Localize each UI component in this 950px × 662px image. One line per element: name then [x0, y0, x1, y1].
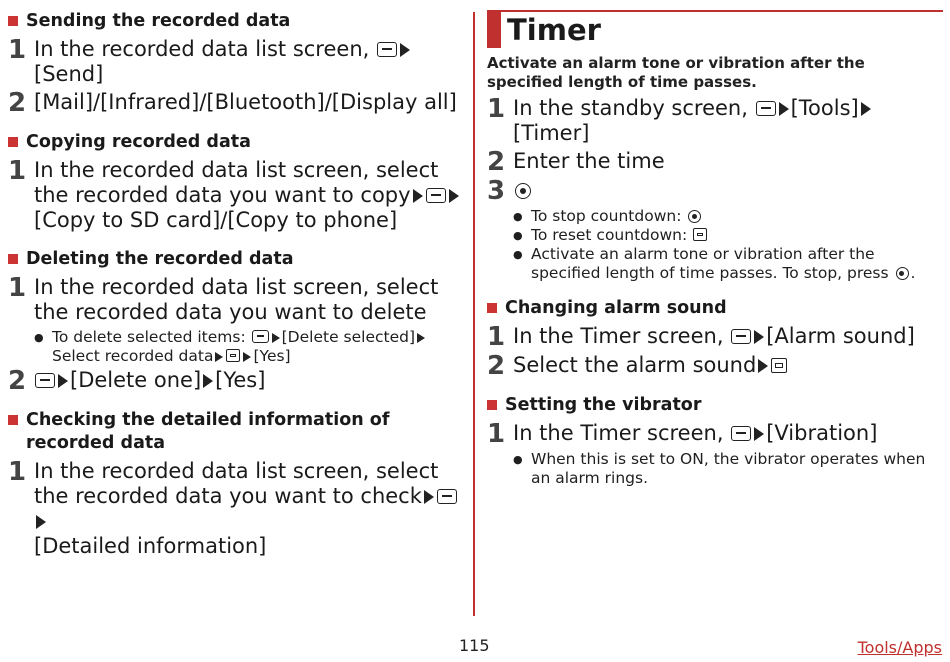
section-heading-vibrator: Setting the vibrator [487, 394, 943, 417]
heading-square-icon [487, 400, 497, 410]
step-number: 2 [8, 366, 27, 396]
section-heading-check: Checking the detailed information of recorded data [8, 409, 463, 455]
step-number: 1 [8, 35, 27, 65]
arrow-icon [272, 333, 280, 343]
menu-key-icon [756, 101, 776, 116]
menu-key-icon [35, 373, 55, 388]
arrow-icon [424, 490, 434, 504]
section-heading-delete: Deleting the recorded data [8, 248, 463, 271]
arrow-icon [779, 102, 789, 116]
arrow-icon [400, 43, 410, 57]
send-step-2: 2 [Mail]/[Infrared]/[Bluetooth]/[Display all] [8, 88, 457, 118]
arrow-icon [754, 330, 764, 344]
menu-key-icon [426, 188, 446, 203]
step-number: 1 [487, 419, 506, 449]
arrow-icon [758, 359, 768, 373]
soft-key-icon [771, 358, 787, 373]
arrow-icon [58, 374, 68, 388]
arrow-icon [449, 189, 459, 203]
step-number: 1 [8, 457, 27, 487]
arrow-icon [243, 352, 251, 362]
arrow-icon [413, 189, 423, 203]
bullet-item: ● To reset countdown: [513, 226, 943, 245]
intro-text: Activate an alarm tone or vibration after the specified length of time passes. [487, 54, 865, 91]
heading-square-icon [8, 16, 18, 26]
center-key-icon [688, 210, 701, 223]
section-heading-copy: Copying recorded data [8, 131, 463, 154]
alarm-step-2: 2 Select the alarm sound [487, 353, 943, 379]
step-number: 2 [487, 351, 506, 381]
step-number: 1 [8, 156, 27, 186]
vibrator-step-1: 1 In the Timer screen, [Vibration] [487, 419, 878, 449]
page-title: Timer [487, 10, 943, 48]
step-number: 1 [487, 322, 506, 352]
heading-square-icon [8, 137, 18, 147]
soft-key-icon [693, 228, 707, 241]
title-accent-bar [487, 12, 501, 48]
menu-key-icon [252, 330, 269, 343]
bullet-item: ● Activate an alarm tone or vibration after the specified length of time passes. To stop, press . [513, 245, 943, 283]
page-number: 115 [459, 636, 490, 655]
bullet-item: ● When this is set to ON, the vibrator operates when an alarm rings. [513, 450, 943, 488]
left-column [8, 10, 463, 562]
bullet-item: ● To stop countdown: [513, 207, 943, 226]
alarm-step-1: 1 In the Timer screen, [Alarm sound] [487, 322, 915, 352]
step-number: 2 [8, 88, 27, 118]
menu-key-icon [731, 329, 751, 344]
timer-step-2: 2 Enter the time [487, 147, 665, 177]
heading-square-icon [8, 415, 18, 425]
arrow-icon [203, 374, 213, 388]
column-divider [473, 12, 475, 616]
step-number: 3 [487, 176, 506, 206]
arrow-icon [417, 333, 425, 343]
timer-step-1: 1 In the standby screen, [Tools] [Timer] [487, 96, 943, 146]
timer-notes [513, 207, 943, 283]
soft-key-icon [226, 349, 240, 362]
heading-square-icon [8, 254, 18, 264]
section-link[interactable]: Tools/Apps [857, 638, 942, 657]
bullet-item: ● To delete selected items: [Delete selected]Select recorded data [Yes] [34, 328, 463, 366]
send-step-1: 1 In the recorded data list screen, [Send] [8, 37, 463, 87]
delete-step-1: 1 In the recorded data list screen, select the recorded data you want to delete [8, 273, 439, 324]
arrow-icon [861, 102, 871, 116]
step-number: 2 [487, 147, 506, 177]
arrow-icon [215, 352, 223, 362]
arrow-icon [36, 515, 46, 529]
timer-step-3 [487, 178, 943, 204]
section-heading-send: Sending the recorded data [8, 10, 463, 33]
heading-square-icon [487, 303, 497, 313]
delete-step-2: 2 [Delete one] [Yes] [8, 366, 266, 396]
check-step-1: 1 In the recorded data list screen, select the recorded data you want to check [Detailed information] [8, 459, 463, 559]
vibrator-notes [513, 450, 943, 488]
center-key-icon [896, 267, 909, 280]
step-number: 1 [487, 94, 506, 124]
section-heading-alarm-sound: Changing alarm sound [487, 297, 943, 320]
menu-key-icon [731, 426, 751, 441]
menu-key-icon [377, 42, 397, 57]
delete-notes [34, 328, 463, 366]
arrow-icon [754, 427, 764, 441]
step-number: 1 [8, 273, 27, 303]
center-key-icon [515, 183, 531, 199]
right-column [487, 10, 943, 490]
copy-step-1: 1 In the recorded data list screen, select the recorded data you want to copy [Copy to SD card]/[Copy to phone] [8, 158, 463, 233]
menu-key-icon [437, 489, 457, 504]
